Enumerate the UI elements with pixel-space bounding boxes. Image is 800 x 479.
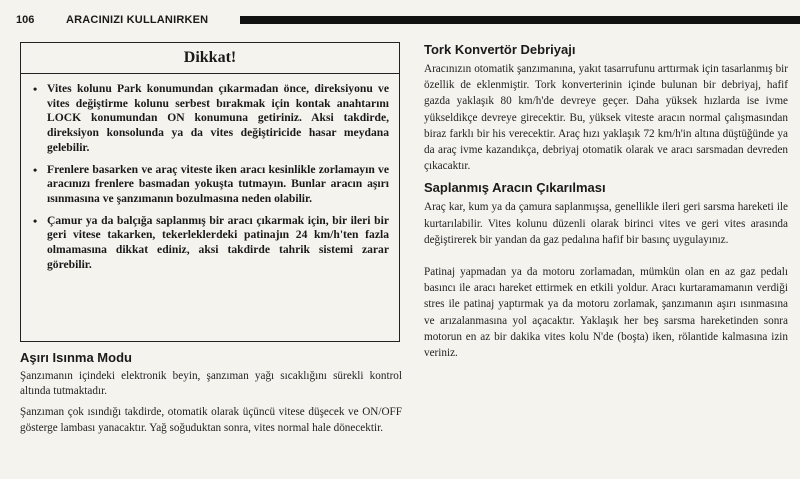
overheat-paragraph: Şanzıman çok ısındığı takdirde, otomatik olarak üçüncü vitese düşecek ve ON/OFF gösterge lambası yanacaktır. Yağ soğuduktan sonra, vites normal hale dönecektir.	[20, 406, 402, 434]
warning-item	[33, 213, 389, 273]
left-column	[20, 42, 402, 442]
warning-item	[33, 162, 389, 207]
warning-item	[33, 82, 389, 156]
header-rule	[240, 16, 800, 24]
warning-item-text: Çamur ya da balçığa saplanmış bir aracı çıkarmak için, bir ileri bir geri vitese takarken, tekerleklerdeki patinajın 24 km/h'ten fazla olmamasına dikkat ediniz, aksi takdirde tahrik sistemi zarar görebilir.	[47, 213, 389, 271]
stuck-paragraph: Araç kar, kum ya da çamura saplanmışsa, genellikle ileri geri sarsma hareketi ile kurtarılabilir. Vites kolunu düzenli olarak birinci vites ve geri vites arasında değiştirerek bir yandan da gaz pedalına hafif bir basınç uygulayınız.	[424, 201, 788, 246]
warning-title: Dikkat!	[21, 43, 399, 74]
stuck-heading: Saplanmış Aracın Çıkarılması	[424, 180, 606, 196]
torque-heading: Tork Konvertör Debriyajı	[424, 42, 576, 57]
torque-paragraph: Aracınızın otomatik şanzımanına, yakıt tasarrufunu arttırmak için tasarlanmış bir özellik de eklenmiştir. Tork konverterinin içinde bulunan bir debriyaj, hafif gazda yaklaşık 80 km/h'de devreye geçer. Daha yüksek hızlarda ise ivme yükseldikçe devreye girecektir. Bu, yüksek viteste aracın normal çalışmasından biraz farklı bir his verecektir. Araç hızı yaklaşık 72 km/h'in altına düştüğünde ya da araç ivme kazandıkça, debriyaj otomatik olarak ve aracı sarsmadan devreden çıkacaktır.	[424, 63, 788, 173]
bullet-icon: •	[33, 162, 38, 177]
warning-list	[21, 74, 399, 272]
right-column	[424, 42, 788, 367]
warning-box	[20, 42, 400, 342]
warning-item-text: Vites kolunu Park konumundan çıkarmadan önce, direksiyonu ve vites değiştirme kolunu serbest bırakmak için kontak anahtarını LOCK konumundan ON konumuna getiriniz. Aksi takdirde, direksiyon konsolunda ya da vites değiştiricide hasar meydana gelebilir.	[47, 82, 389, 154]
overheat-paragraph: Şanzımanın içindeki elektronik beyin, şanzıman yağı sıcaklığını sürekli kontrol altında tutmaktadır.	[20, 370, 402, 398]
page-number: 106	[16, 14, 35, 26]
paragraph-gap	[424, 254, 788, 264]
page-header	[16, 12, 800, 32]
overheat-heading: Aşırı Isınma Modu	[20, 350, 132, 365]
stuck-paragraph: Patinaj yapmadan ya da motoru zorlamadan, mümkün olan en az gaz pedalı basıncı ile aracı hareket ettirmek en etkili yoldur. Aracı kurtaramamanın verdiği stres ile patinaj yaptırmak ya da motoru zorlamak, şanzımanın aşırı ısınmasına ve arızalanmasına yol açacaktır. Yaklaşık her beş sarsma hareketinden sonra motorun en az bir dakika vites kolu N'de (boşta) iken, rölantide kalmasına izin veriniz.	[424, 266, 788, 360]
bullet-icon: •	[33, 82, 38, 96]
bullet-icon: •	[33, 213, 38, 228]
section-title: ARACINIZI KULLANIRKEN	[66, 14, 209, 26]
warning-item-text: Frenlere basarken ve araç viteste iken aracı kesinlikle zorlamayın ve aracınızı frenlere basmadan yokuşta tutmayın. Bunlar aracın aşırı ısınmasına ve şanzımanın bozulmasına neden olabilir.	[47, 162, 389, 205]
